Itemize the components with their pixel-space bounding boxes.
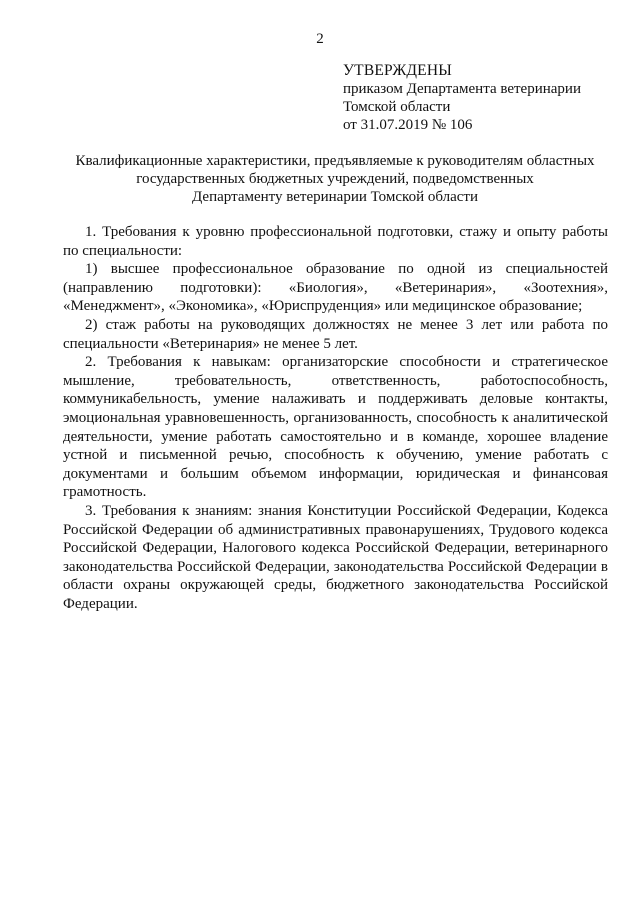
paragraph-1-item-1: 1) высшее профессиональное образование по одной из специальностей (направлению подготовки): «Биология», «Ветеринария», «Зоотехния», «Менеджмент», «Экономика», «Юриспруденция» или медицинское образование; bbox=[63, 261, 608, 315]
paragraph-1: 1. Требования к уровню профессиональной подготовки, стажу и опыту работы по специальности: bbox=[63, 224, 608, 259]
approval-line-region: Томской области bbox=[343, 99, 451, 115]
approval-heading: УТВЕРЖДЕНЫ bbox=[343, 62, 452, 79]
title-line-1: Квалификационные характеристики, предъявляемые к руководителям областных bbox=[75, 153, 595, 169]
approval-line-order: приказом Департамента ветеринарии bbox=[343, 81, 581, 97]
title-line-2: государственных бюджетных учреждений, подведомственных bbox=[136, 171, 534, 187]
approval-block bbox=[343, 62, 623, 134]
approval-line-date: от 31.07.2019 № 106 bbox=[343, 117, 473, 133]
page-number: 2 bbox=[316, 31, 324, 47]
paragraph-3: 3. Требования к знаниям: знания Конституции Российской Федерации, Кодекса Российской Федерации об административных правонарушениях, Трудового кодекса Российской Федерации, Налогового кодекса Российской Федерации, ветеринарного законодательства Российской Федерации, законодательства Российской Федерации в области охраны окружающей среды, бюджетного законодательства Российской Федерации. bbox=[63, 502, 608, 612]
document-body bbox=[63, 223, 608, 613]
paragraph-2: 2. Требования к навыкам: организаторские способности и стратегическое мышление, требовательность, ответственность, работоспособность, коммуникабельность, умение налаживать и поддерживать деловые контакты, эмоциональная уравновешенность, организованность, способность к аналитической деятельности, умение работать самостоятельно и в команде, хорошее владение устной и письменной речью, способность к обучению, умение работать с документами и большим объемом информации, юридическая и финансовая грамотность. bbox=[63, 354, 608, 501]
title-line-3: Департаменту ветеринарии Томской области bbox=[192, 189, 478, 205]
paragraph-1-item-2: 2) стаж работы на руководящих должностях не менее 3 лет или работа по специальности «Ветеринария» не менее 5 лет. bbox=[63, 316, 608, 352]
document-title bbox=[60, 152, 610, 206]
